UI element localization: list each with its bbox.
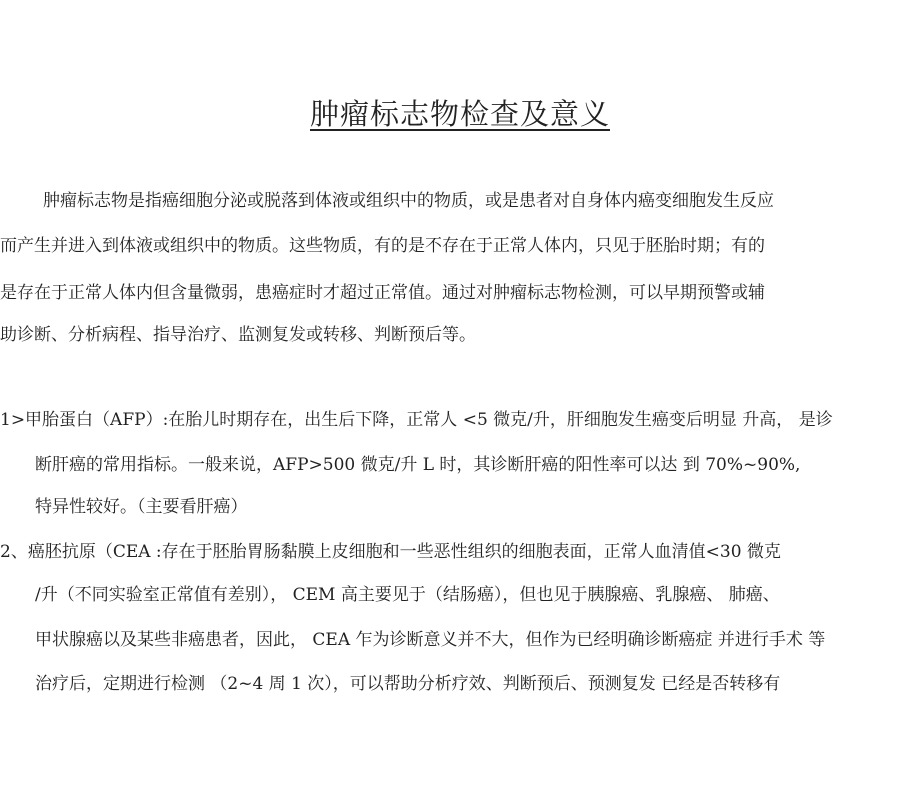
intro-line: 是存在于正常人体内但含量微弱，患癌症时才超过正常值。通过对肿瘤标志物检测，可以早期预警或辅 [0,283,765,303]
item2-line: 甲状腺癌以及某些非癌患者，因此， CEA 乍为诊断意义并不大，但作为已经明确诊断癌症 并进行手术 等 [35,630,826,650]
item2-line: /升（不同实验室正常值有差别）， CEM 高主要见于（结肠癌），但也见于胰腺癌、乳腺癌、 肺癌、 [35,585,780,605]
intro-line: 助诊断、分析病程、指导治疗、监测复发或转移、判断预后等。 [0,325,476,345]
item1-line: 1>甲胎蛋白（AFP）:在胎儿时期存在，出生后下降，正常人 <5 微克/升，肝细胞发生癌变后明显 升高， 是诊 [0,410,833,430]
item1-line: 断肝癌的常用指标。一般来说，AFP>500 微克/升 L 时，其诊断肝癌的阳性率可以达 到 70%~90%, [35,455,801,475]
item2-line: 治疗后，定期进行检测 （2~4 周 1 次），可以帮助分析疗效、判断预后、预测复发 已经是否转移有 [35,674,781,694]
document-title: 肿瘤标志物检查及意义 [309,97,610,131]
item1-line: 特异性较好。（主要看肝癌） [35,497,248,517]
intro-line: 肿瘤标志物是指癌细胞分泌或脱落到体液或组织中的物质，或是患者对自身体内癌变细胞发生反应 [43,191,774,211]
intro-line: 而产生并进入到体液或组织中的物质。这些物质，有的是不存在于正常人体内，只见于胚胎时期；有的 [0,236,765,256]
item2-line: 2、癌胚抗原（CEA :存在于胚胎胃肠黏膜上皮细胞和一些恶性组织的细胞表面，正常人血清值<30 微克 [0,542,781,562]
